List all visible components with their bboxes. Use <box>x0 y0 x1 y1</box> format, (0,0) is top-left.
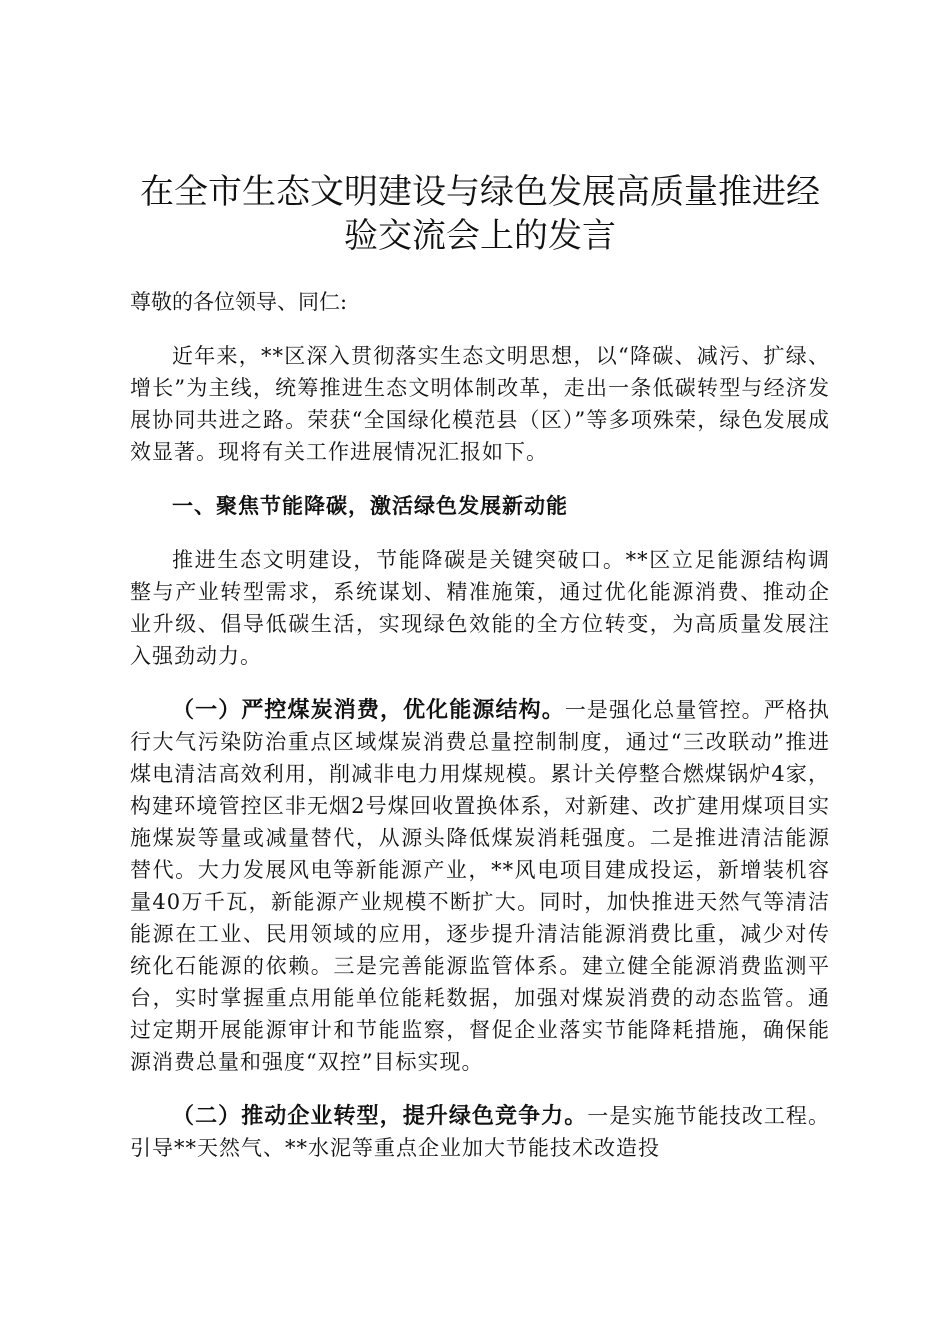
document-title: 在全市生态文明建设与绿色发展高质量推进经验交流会上的发言 <box>140 172 820 256</box>
document-page <box>130 170 830 1164</box>
subsection-1-paragraph <box>130 694 830 1078</box>
subsection-2-lead: （二）推动企业转型，提升绿色竞争力。 <box>172 1103 588 1129</box>
intro-paragraph: 近年来，**区深入贯彻落实生态文明思想，以“降碳、减污、扩绿、增长”为主线，统筹推进生态文明体制改革，走出一条低碳转型与经济发展协同共进之路。荣获“全国绿化模范县（区）”等多项殊荣，绿色发展成效显著。现将有关工作进展情况汇报如下。 <box>130 344 830 464</box>
subsection-2-body: 一是实施节能技改工程。引导**天然气、**水泥等重点企业加大节能技术改造投 <box>130 1104 830 1160</box>
section-1-heading: 一、聚焦节能降碳，激活绿色发展新动能 <box>172 493 568 518</box>
subsection-1-body: 一是强化总量管控。严格执行大气污染防治重点区域煤炭消费总量控制制度，通过“三改联动”推进煤电清洁高效利用，削减非电力用煤规模。累计关停整合燃煤锅炉4家，构建环境管控区非无烟2号煤回收置换体系，对新建、改扩建用煤项目实施煤炭等量或减量替代，从源头降低煤炭消耗强度。二是推进清洁能源替代。大力发展风电等新能源产业，**风电项目建成投运，新增装机容量40万千瓦，新能源产业规模不断扩大。同时，加快推进天然气等清洁能源在工业、民用领域的应用，逐步提升清洁能源消费比重，减少对传统化石能源的依赖。三是完善能源监管体系。建立健全能源消费监测平台，实时掌握重点用能单位能耗数据，加强对煤炭消费的动态监管。通过定期开展能源审计和节能监察，督促企业落实节能降耗措施，确保能源消费总量和强度“双控”目标实现。 <box>130 698 830 1074</box>
subsection-2-paragraph <box>130 1100 830 1164</box>
section-1-intro-paragraph: 推进生态文明建设，节能降碳是关键突破口。**区立足能源结构调整与产业转型需求，系统谋划、精准施策，通过优化能源消费、推动企业升级、倡导低碳生活，实现绿色效能的全方位转变，为高质量发展注入强劲动力。 <box>130 548 830 668</box>
salutation: 尊敬的各位领导、同仁: <box>130 290 348 314</box>
subsection-1-lead: （一）严控煤炭消费，优化能源结构。 <box>172 697 565 723</box>
